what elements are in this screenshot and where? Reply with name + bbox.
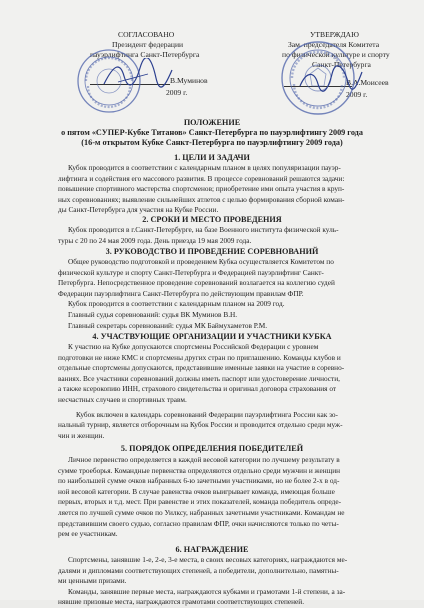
section-heading: 2. СРОКИ И МЕСТО ПРОВЕДЕНИЯ [142, 215, 282, 224]
left-approval-line2: пауэрлифтинга Санкт-Петербурга [90, 50, 200, 59]
right-approval-line2: по физической культуре и спорту [282, 50, 390, 59]
left-approval-heading: СОГЛАСОВАНО [118, 30, 175, 39]
text-line: сумме троеборья. Командные первенства определяются отдельно среди мужчин и женщин [58, 465, 341, 475]
section-body [58, 257, 376, 331]
text-line: ваниях. Все участники соревнований должны иметь паспорт или удостоверение личности, [58, 373, 340, 383]
section-body [58, 163, 376, 216]
section-body [58, 455, 376, 540]
left-approval-line1: Президент федерации [112, 40, 184, 49]
text-line: ной весовой категории. В случае равенства очков выигрывает команда, имеющая больше [58, 486, 335, 496]
section-heading: 1. ЦЕЛИ И ЗАДАЧИ [174, 153, 250, 162]
left-approval-year: 2009 г. [166, 88, 188, 97]
right-approval-heading: УТВЕРЖДАЮ [310, 30, 359, 39]
text-line: подготовки не ниже КМС и спортсмены других стран по приглашению. Команды клубов и [58, 352, 341, 362]
text-line: Федерации пауэрлифтинга Санкт-Петербурга по действующим правилам ФПР. [58, 288, 304, 298]
left-approval-signer: В.Муминов [170, 76, 208, 85]
text-line: Кубок проводится в соответствии с календарным планом на 2009 год. [68, 299, 285, 309]
right-approval-signer: В.А.Моисеев [346, 78, 389, 87]
text-line: представившим своего судью, согласно правилам ФПР, очки начисляются только по четы- [58, 518, 339, 528]
text-line: Общее руководство подготовкой и проведением Кубка осуществляется Комитетом по [68, 257, 334, 266]
doc-title-line1: ПОЛОЖЕНИЕ [183, 118, 241, 127]
right-approval-line1: Зам. председателя Комитета [288, 40, 380, 49]
text-line: Личное первенство определяется в каждой весовой категории по лучшему результату в [68, 455, 340, 464]
text-line: чин и женщин. [58, 430, 105, 440]
section-heading: 5. ПОРЯДОК ОПРЕДЕЛЕНИЯ ПОБЕДИТЕЛЕЙ [120, 444, 304, 453]
text-line: Кубок проводится в г.Санкт-Петербурге, на базе Военного института физической куль- [68, 225, 339, 234]
section-heading: 3. РУКОВОДСТВО И ПРОВЕДЕНИЕ СОРЕВНОВАНИЙ [105, 247, 319, 256]
right-approval-line3: Санкт-Петербурга [312, 60, 371, 69]
text-line: отдельные спортсмены допускаются, представившие именные заявки на участие в соревно- [58, 363, 345, 373]
text-line: Главный секретарь соревнований: судья МК Баймухаметов Р.М. [68, 320, 268, 330]
text-line: несчастных случаев и спортивных травм. [58, 394, 187, 404]
text-line: нявшие призовые места, награждаются грамотами соответствующих степеней. [58, 597, 305, 607]
section-heading: 6. НАГРАЖДЕНИЕ [175, 545, 249, 554]
text-line: К участию на Кубке допускаются спортсмены Российской Федерации с уровнем [68, 342, 319, 351]
right-handwritten-signature [296, 64, 366, 94]
text-line: первых, вторых и т.д. мест. При равенстве и этих показателей, команда победитель опреде- [58, 497, 342, 507]
right-approval-year: 2009 г. [346, 90, 368, 99]
text-line: далями и дипломами соответствующих степеней, а победители, дополнительно, памятны- [58, 565, 339, 575]
text-line: Кубок включен в календарь соревнований Федерации пауэрлифтинга России как зо- [76, 409, 338, 419]
text-line: физической культуре и спорту Санкт-Петербурга и Федерацией пауэрлифтинг Санкт- [58, 267, 324, 277]
text-line: Команды, занявшие первые места, награждаются кубками и грамотами 1-й степени, а за- [68, 586, 346, 596]
section-body [58, 225, 376, 246]
doc-title-line2: о пятом «СУПЕР-Кубке Титанов» Санкт-Петербурга по пауэрлифтингу 2009 года [61, 128, 363, 137]
text-line: Спортсмены, занявшие 1-е, 2-е, 3-е места, в своих весовых категориях, награждаются ме- [68, 555, 348, 564]
text-line: рем ее участникам. [58, 529, 118, 539]
text-line: лифтинга и содействия его массового развития. В процессе соревнований решаются задачи: [58, 173, 345, 183]
section-heading: 4. УЧАСТВУЮЩИЕ ОРГАНИЗАЦИИ И УЧАСТНИКИ КУБКА [92, 332, 332, 341]
text-line: Кубок проводится в соответствии с календарным планом в целях популяризации пауэр- [68, 163, 341, 172]
text-line: а также ксерокопию ИНН, страхового свидетельства и оригинал договора страхования от [58, 384, 337, 394]
left-handwritten-signature [100, 58, 176, 92]
text-line: Главный судья соревнований: судья ВК Муминов В.Н. [68, 309, 238, 319]
text-line: нальный турнир, является отборочным на Кубок России и проводится отдельно среди муж- [58, 420, 343, 430]
doc-title-line3: (16-м открытом Кубке Санкт-Петербурга по пауэрлифтингу 2009 года) [81, 138, 343, 147]
text-line: Петербурга. Непосредственное проведение соревнований возлагается на коллегию судей [58, 278, 335, 288]
text-line: ляется по лучшей сумме очков по Уилксу, набранных зачетными участниками. Командам не [58, 507, 345, 517]
text-line: туры с 20 по 24 мая 2009 года. День приезда 19 мая 2009 года. [58, 235, 252, 245]
text-line: повышение спортивного мастерства спортсменов; приобретение ими опыта участия в круп- [58, 184, 345, 194]
section-body [58, 555, 376, 608]
section-body [58, 342, 376, 441]
text-line: ми ценными призами. [58, 576, 127, 586]
text-line: ды Санкт-Петербурга для участия на Кубке России. [58, 205, 219, 215]
text-line: ных соревнованиях; выявление сильнейших атлетов с целью формирования сборной коман- [58, 194, 345, 204]
text-line: по наибольшей сумме очков набранных 6-ю зачетными участниками, но не более 2-х в од- [58, 476, 340, 486]
